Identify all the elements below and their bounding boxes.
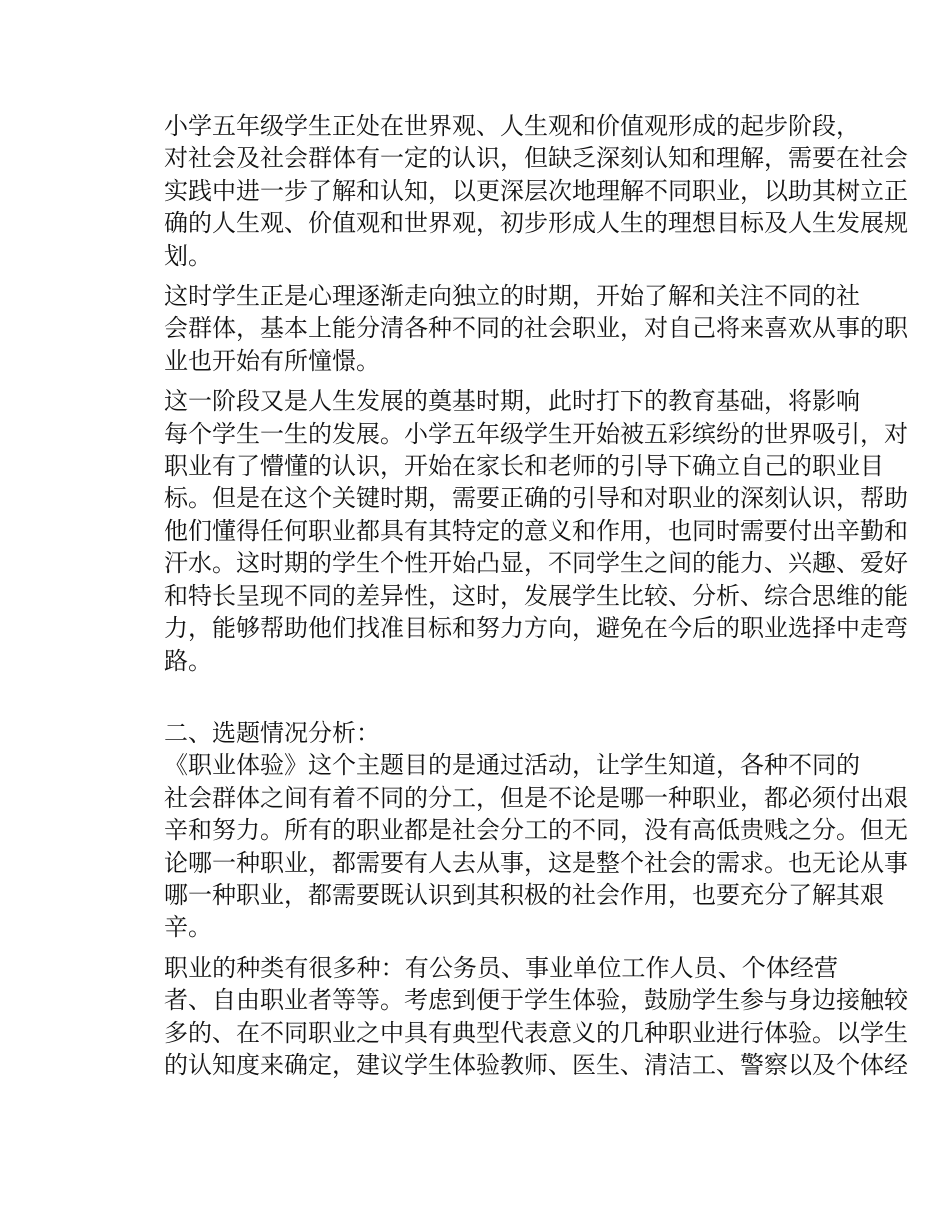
paragraph-5 bbox=[116, 952, 908, 1082]
paragraph-3 bbox=[116, 385, 908, 677]
section-heading: 二、选题情况分析： bbox=[164, 718, 380, 747]
text-line: 辛。 bbox=[164, 913, 212, 942]
text-line: 划。 bbox=[164, 241, 212, 270]
text-line: 小学五年级学生正处在世界观、人生观和价值观形成的起步阶段， bbox=[164, 112, 860, 140]
paragraph-4 bbox=[116, 749, 908, 943]
text-line: 的认知度来确定，建议学生体验教师、医生、清洁工、警察以及个体经 bbox=[164, 1050, 908, 1079]
document-page bbox=[116, 110, 908, 1089]
paragraph-1 bbox=[116, 110, 908, 272]
text-line: 这一阶段又是人生发展的奠基时期，此时打下的教育基础，将影响 bbox=[164, 387, 860, 416]
text-line: 业也开始有所憧憬。 bbox=[164, 346, 380, 375]
text-line: 这时学生正是心理逐渐走向独立的时期，开始了解和关注不同的社 bbox=[164, 282, 860, 311]
text-line: 确的人生观、价值观和世界观，初步形成人生的理想目标及人生发展规 bbox=[164, 209, 908, 238]
text-line: 论哪一种职业，都需要有人去从事，这是整个社会的需求。也无论从事 bbox=[164, 848, 908, 877]
text-line: 实践中进一步了解和认知，以更深层次地理解不同职业，以助其树立正 bbox=[164, 176, 908, 205]
text-line: 《职业体验》这个主题目的是通过活动，让学生知道，各种不同的 bbox=[164, 751, 860, 780]
text-line: 和特长呈现不同的差异性，这时，发展学生比较、分析、综合思维的能 bbox=[164, 581, 908, 610]
text-line: 职业有了懵懂的认识，开始在家长和老师的引导下确立自己的职业目 bbox=[164, 452, 884, 481]
text-line: 力，能够帮助他们找准目标和努力方向，避免在今后的职业选择中走弯 bbox=[164, 614, 908, 643]
text-line: 者、自由职业者等等。考虑到便于学生体验，鼓励学生参与身边接触较 bbox=[164, 986, 908, 1015]
text-line: 职业的种类有很多种：有公务员、事业单位工作人员、个体经营 bbox=[164, 953, 838, 982]
text-line: 每个学生一生的发展。小学五年级学生开始被五彩缤纷的世界吸引，对 bbox=[164, 419, 908, 448]
text-line: 他们懂得任何职业都具有其特定的意义和作用，也同时需要付出辛勤和 bbox=[164, 516, 908, 545]
text-line: 会群体，基本上能分清各种不同的社会职业，对自己将来喜欢从事的职 bbox=[164, 314, 908, 343]
text-line: 哪一种职业，都需要既认识到其积极的社会作用，也要充分了解其艰 bbox=[164, 880, 884, 909]
paragraph-2 bbox=[116, 280, 908, 377]
text-line: 标。但是在这个关键时期，需要正确的引导和对职业的深刻认识，帮助 bbox=[164, 484, 908, 513]
text-line: 路。 bbox=[164, 646, 212, 675]
text-line: 对社会及社会群体有一定的认识，但缺乏深刻认知和理解，需要在社会 bbox=[164, 144, 908, 173]
text-line: 汗水。这时期的学生个性开始凸显，不同学生之间的能力、兴趣、爱好 bbox=[164, 549, 908, 578]
text-line: 辛和努力。所有的职业都是社会分工的不同，没有高低贵贱之分。但无 bbox=[164, 816, 908, 845]
text-line: 社会群体之间有着不同的分工，但是不论是哪一种职业，都必须付出艰 bbox=[164, 783, 908, 812]
text-line: 多的、在不同职业之中具有典型代表意义的几种职业进行体验。以学生 bbox=[164, 1018, 908, 1047]
